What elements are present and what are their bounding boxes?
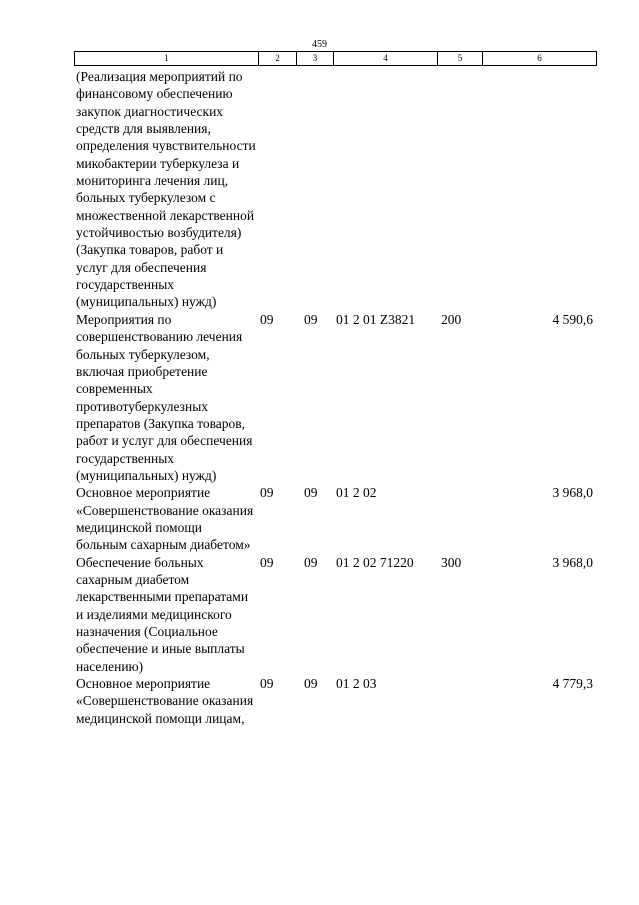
row-description: Основное мероприятие «Совершенствование оказания медицинской помощи лицам, [76, 676, 254, 726]
column-header-6: 6 [483, 52, 597, 66]
table-row [74, 311, 596, 484]
column-header-2: 2 [259, 52, 297, 66]
row-section: 09 [260, 485, 274, 501]
row-amount: 4 590,6 [552, 311, 593, 327]
row-description: Основное мероприятие «Совершенствование оказания медицинской помощи больным сахарным диабетом» [76, 485, 254, 553]
row-amount: 4 779,3 [552, 676, 593, 692]
row-description: Мероприятия по совершенствованию лечения больных туберкулезом, включая приобретение современных противотуберкулезных препаратов (Закупка товаров, работ и услуг для обеспечения государственных (муниципальных) нужд) [76, 311, 253, 483]
row-target-article: 01 2 03 [336, 676, 377, 692]
row-subsection: 09 [304, 554, 318, 570]
row-target-article: 01 2 02 [336, 485, 377, 501]
table-row [74, 554, 596, 675]
row-subsection: 09 [304, 311, 318, 327]
column-header-row [75, 52, 597, 66]
row-target-article: 01 2 01 Z3821 [336, 311, 416, 327]
column-header-4: 4 [334, 52, 438, 66]
row-amount [482, 68, 596, 311]
row-amount: 3 968,0 [552, 485, 593, 501]
row-description: Обеспечение больных сахарным диабетом лекарственными препаратами и изделиями медицинского назначения (Социальное обеспечение и иные выплаты населению) [76, 554, 249, 674]
page-number: 459 [312, 39, 327, 50]
row-section: 09 [260, 311, 274, 327]
column-header-table [74, 51, 597, 66]
row-amount: 3 968,0 [552, 554, 593, 570]
column-header-3: 3 [297, 52, 334, 66]
table-row [74, 68, 596, 311]
row-expense-type [437, 484, 482, 553]
budget-table [74, 68, 596, 727]
row-section: 09 [260, 554, 274, 570]
row-subsection: 09 [304, 485, 318, 501]
column-header-5: 5 [438, 52, 483, 66]
row-subsection [296, 68, 333, 311]
row-subsection: 09 [304, 676, 318, 692]
row-section [258, 68, 296, 311]
row-description: (Реализация мероприятий по финансовому обеспечению закупок диагностических средств для выявления, определения чувствительности микобактерии туберкулеза и мониторинга лечения лиц, больных туберкулезом с множественной лекарственной устойчивостью возбудителя) (Закупка товаров, работ и услуг для обеспечения государственных (муниципальных) нужд) [76, 69, 256, 310]
row-target-article: 01 2 02 71220 [336, 554, 414, 570]
row-target-article [333, 68, 437, 311]
row-expense-type: 300 [441, 554, 462, 570]
row-expense-type: 200 [441, 311, 462, 327]
table-row [74, 675, 596, 727]
column-header-1: 1 [75, 52, 259, 66]
row-expense-type [437, 675, 482, 727]
row-expense-type [437, 68, 482, 311]
row-section: 09 [260, 676, 274, 692]
table-row [74, 484, 596, 553]
